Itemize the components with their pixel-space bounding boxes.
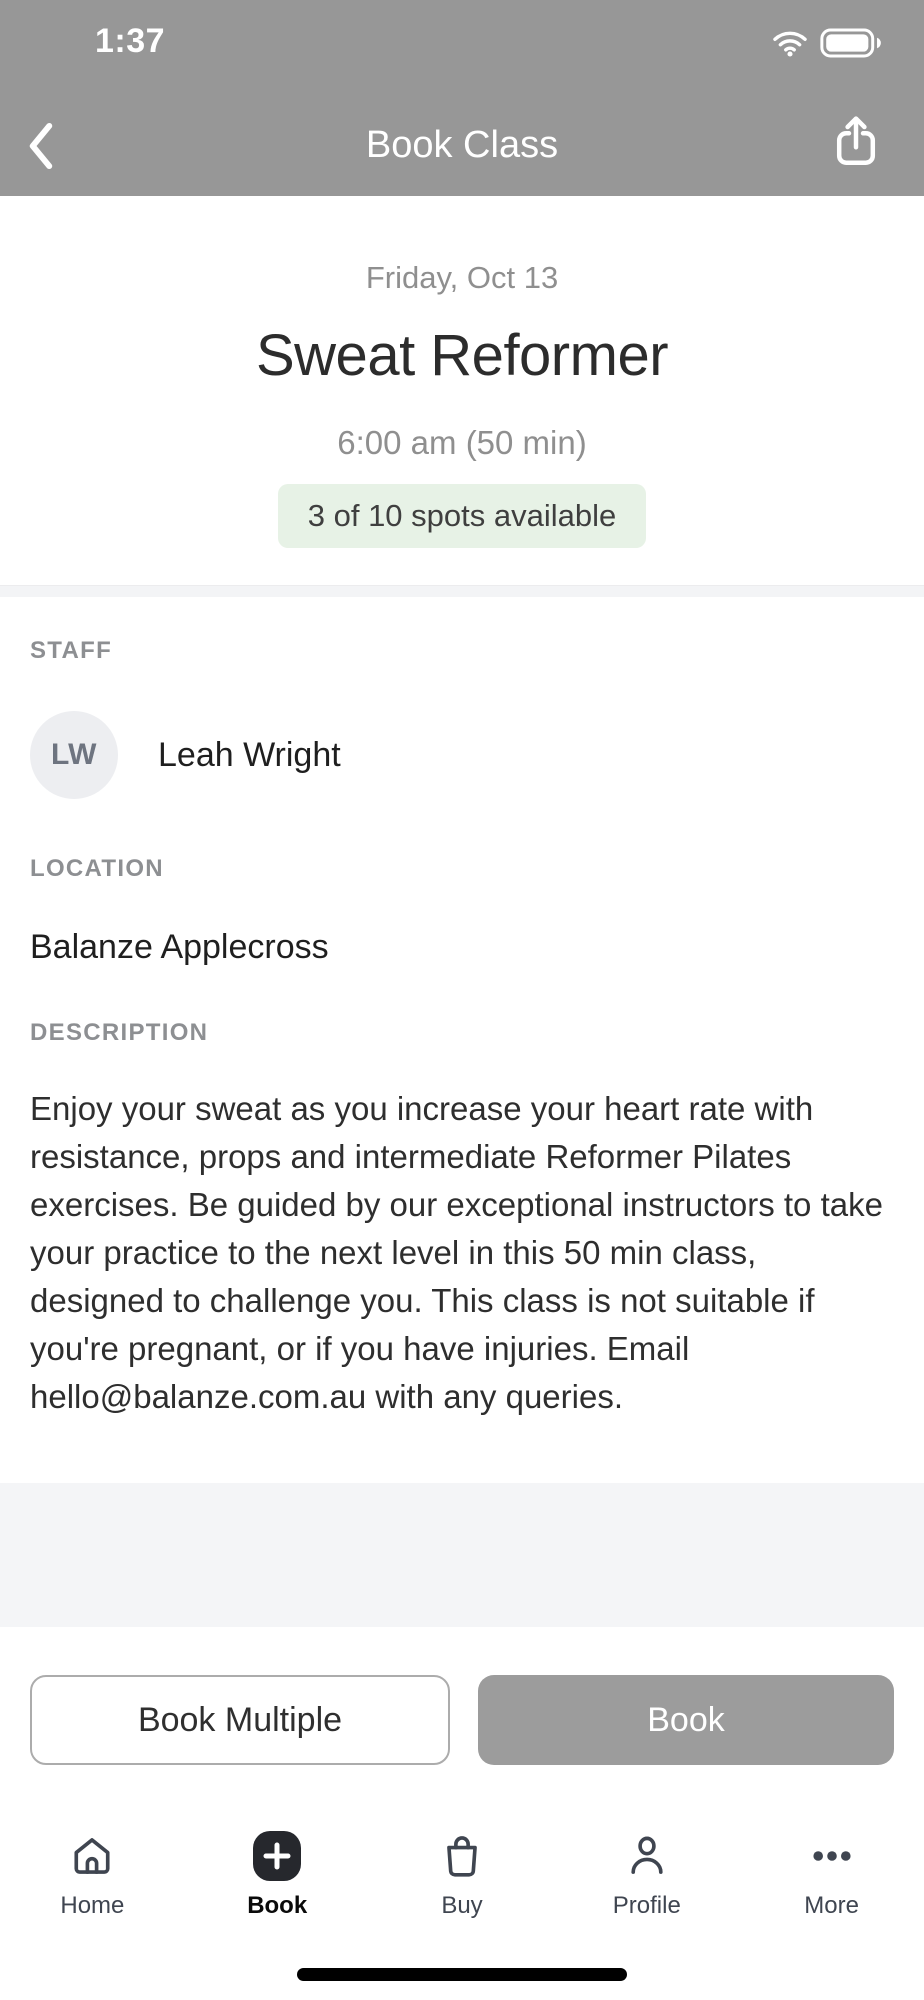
class-time: 6:00 am (50 min) — [337, 424, 587, 461]
profile-icon — [624, 1828, 670, 1884]
avatar — [30, 711, 118, 799]
action-buttons — [30, 1675, 894, 1765]
class-title: Sweat Reformer — [255, 323, 669, 388]
tab-more[interactable] — [739, 1828, 924, 1920]
wifi-icon — [772, 30, 808, 57]
avatar-initials: LW — [51, 738, 97, 771]
description-label: DESCRIPTION — [30, 1019, 209, 1046]
status-icons — [772, 28, 882, 58]
status-time: 1:37 — [95, 22, 166, 60]
book-plus-icon — [252, 1828, 302, 1884]
section-divider — [0, 585, 924, 597]
staff-label: STAFF — [30, 637, 113, 664]
bag-icon — [439, 1828, 485, 1884]
class-details — [0, 637, 924, 1421]
location-label: LOCATION — [30, 855, 164, 882]
tab-profile[interactable] — [554, 1828, 739, 1920]
class-summary — [0, 196, 924, 585]
tab-book-label: Book — [247, 1892, 308, 1919]
tab-bar — [0, 1828, 924, 1920]
footer-spacer-band — [0, 1483, 924, 1627]
tab-book[interactable] — [185, 1828, 370, 1920]
nav-title: Book Class — [365, 124, 559, 166]
book-button[interactable]: Book — [478, 1675, 894, 1765]
share-button[interactable] — [828, 108, 884, 174]
header — [0, 0, 924, 196]
tab-buy[interactable] — [370, 1828, 555, 1920]
share-icon — [835, 115, 877, 167]
home-icon — [69, 1828, 115, 1884]
tab-profile-label: Profile — [612, 1892, 681, 1919]
tab-more-label: More — [804, 1892, 859, 1919]
more-dots-icon — [809, 1828, 855, 1884]
book-multiple-button[interactable]: Book Multiple — [30, 1675, 450, 1765]
class-date: Friday, Oct 13 — [365, 260, 559, 295]
location-name: Balanze Applecross — [30, 928, 329, 966]
availability-badge: 3 of 10 spots available — [278, 484, 647, 548]
tab-buy-label: Buy — [441, 1892, 483, 1919]
home-indicator[interactable] — [297, 1968, 627, 1981]
staff-row[interactable] — [30, 711, 894, 799]
staff-name: Leah Wright — [158, 735, 341, 774]
description-text: Enjoy your sweat as you increase your heart rate with resistance, props and intermediate Reformer Pilates exercises. Be guided by our exceptional instructors to take your practice to the next level in this 50 min class, designed to challenge you. This class is not suitable if you're pregnant, or if you have injuries. Email hello@balanze.com.au with any queries. — [30, 1090, 883, 1415]
tab-home[interactable] — [0, 1828, 185, 1920]
tab-home-label: Home — [60, 1892, 125, 1919]
battery-full-icon — [820, 28, 882, 58]
